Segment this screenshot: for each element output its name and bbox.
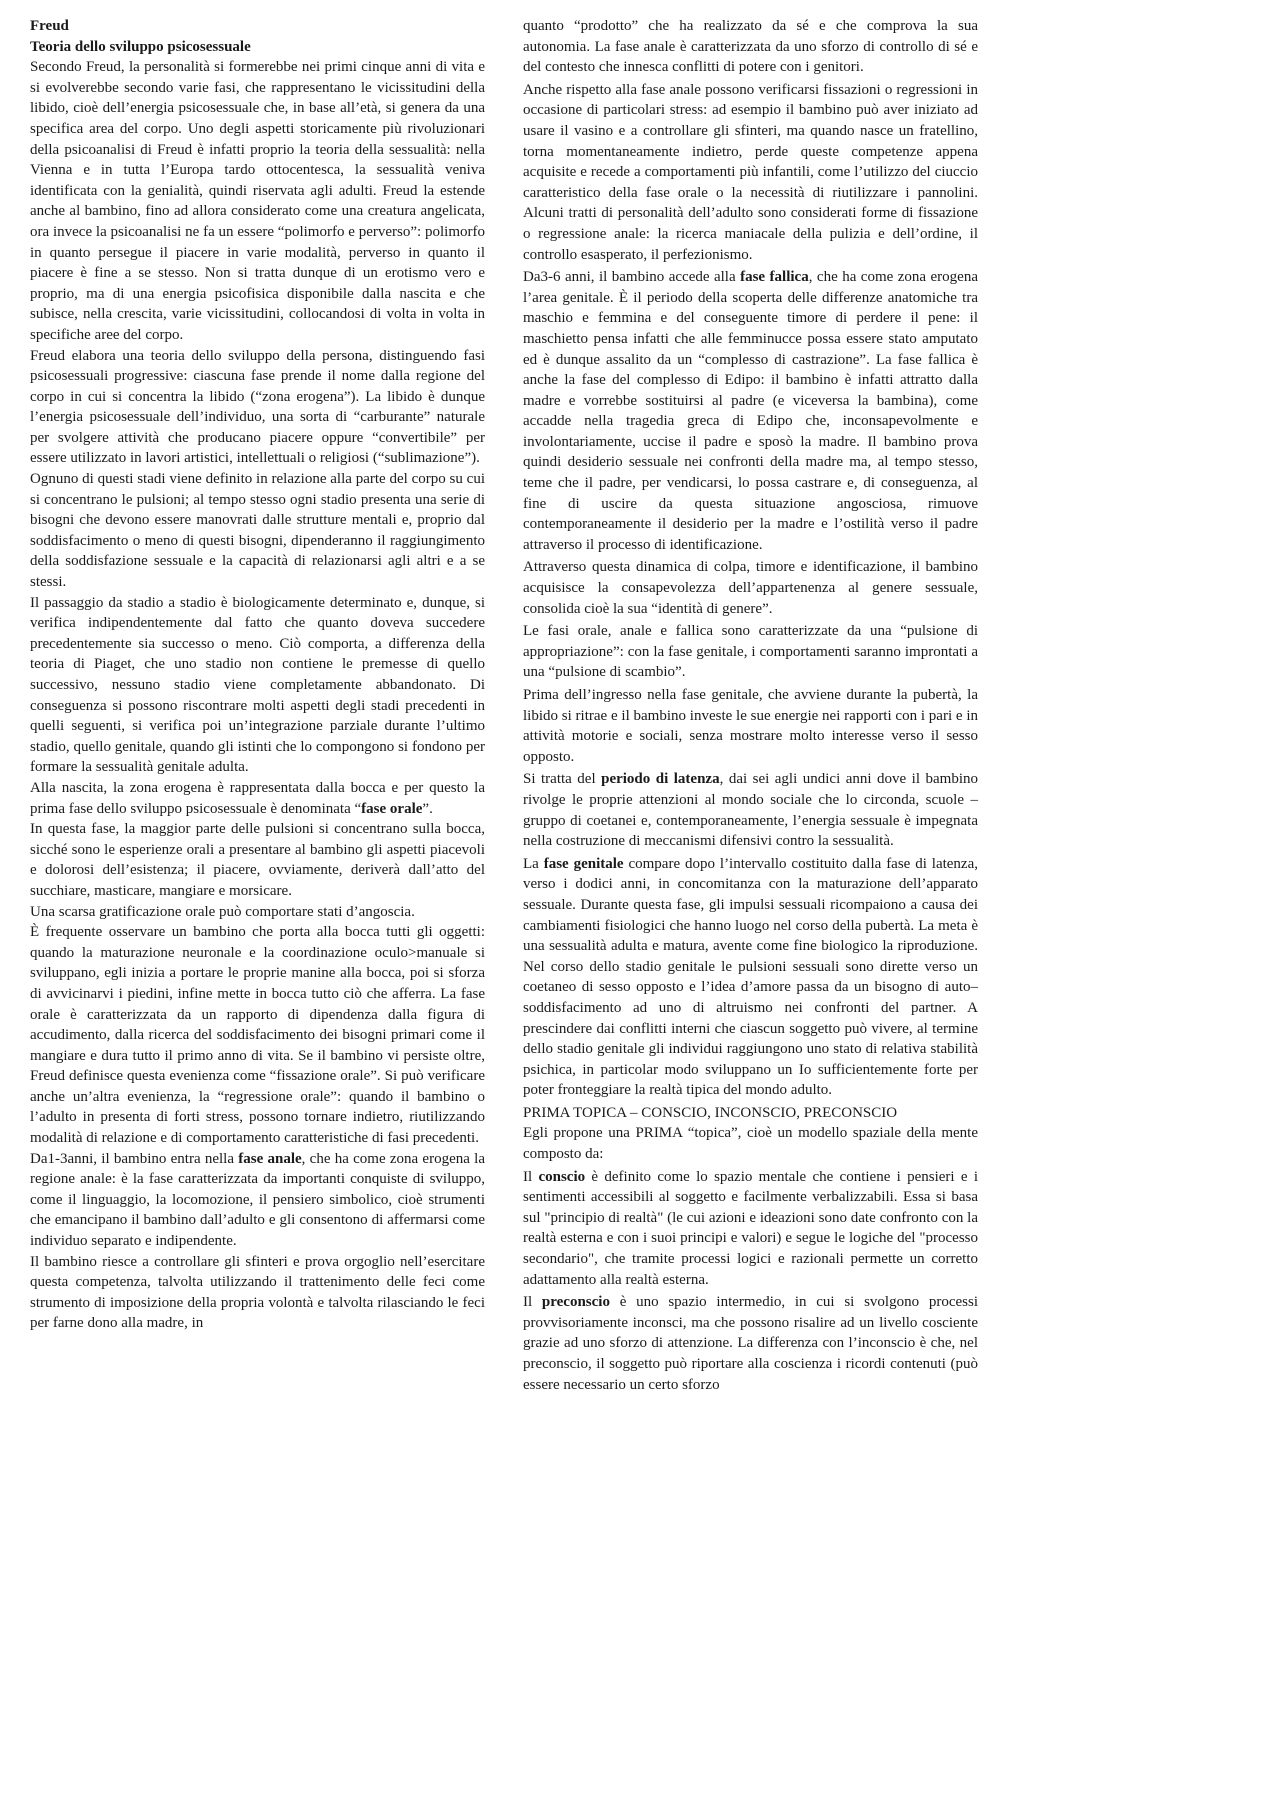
paragraph: Il bambino riesce a controllare gli sfinteri e prova orgoglio nell’esercitare questa competenza, talvolta utilizzando il trattenimento delle feci come strumento di imposizione della propria volontà e talvolta rilasciando le feci per farne dono alla madre, in (30, 1253, 485, 1332)
text-run: , dai sei agli undici anni dove il bambino rivolge le proprie attenzioni al mondo sociale che lo circonda, scuole – gruppo di coetanei e, contemporaneamente, l’energia sessuale è impegnata nella costruzione di meccanismi difensivi contro la sessualità. (523, 771, 978, 850)
paragraph: Freud elabora una teoria dello sviluppo della persona, distinguendo fasi psicosessuali progressive: ciascuna fase prende il nome dalla regione del corpo in cui si concentra la libido (“zona erogena”). La libido è dunque l’energia psicosessuale dell’individuo, una sorta di “carburante” naturale per svolgere attività che producano piacere oppure “convertibile” per essere utilizzato in lavori artistici, intellettuali o religiosi (“sublimazione”). (30, 347, 485, 467)
text-run: Il (523, 1168, 539, 1185)
paragraph (523, 769, 978, 851)
paragraph: Anche rispetto alla fase anale possono verificarsi fissazioni o regressioni in occasione di particolari stress: ad esempio il bambino può aver iniziato ad usare il vasino e a controllare gli sfinteri, ma quando nasce un fratellino, torna momentaneamente indietro, perde queste competenze appena acquisite e recede a comportamenti più infantili, come l’utilizzo del ciuccio caratteristico della fase orale o la necessità di riutilizzare i pannolini. Alcuni tratti di personalità dell’adulto sono considerati forme di fissazione o regressione anale: la ricerca maniacale della pulizia e dell’ordine, il controllo esasperato, il perfezionismo. (523, 81, 978, 263)
paragraph: In questa fase, la maggior parte delle pulsioni si concentrano sulla bocca, sicché sono le esperienze orali a presentare al bambino gli aspetti piacevoli e dolorosi dell’esistenza; il piacere, ovviamente, deriverà dall’atto del succhiare, masticare, mangiare e morsicare. (30, 821, 485, 899)
document-heading: Freud (30, 18, 69, 34)
text-run: Da1-3anni, il bambino entra nella (30, 1150, 239, 1167)
bold-term: fase orale (361, 800, 423, 817)
paragraph: È frequente osservare un bambino che porta alla bocca tutti gli oggetti: quando la maturazione neuronale e la coordinazione oculo>manuale si sviluppano, egli inizia a portare le proprie manine alla bocca, poi si sforza di avvicinarvi i piedini, infine mette in bocca tutto ciò che afferra. La fase orale è caratterizzata da un rapporto di dipendenza dalla figura di accudimento, dalla ricerca del soddisfacimento dei bisogni primari come il mangiare e dura tutto il primo anno di vita. Se il bambino vi persiste oltre, Freud definisce questa evenienza come “fissazione orale”. Si può verificare anche un’altra evenienza, la “regressione orale”: quando il bambino o l’adulto in presenta di forti stress, possono tornare indietro, riutilizzando modalità di relazione e di comportamento caratteristiche di fasi precedenti. (30, 924, 485, 1147)
bold-term: periodo di latenza (601, 771, 720, 788)
paragraph: Una scarsa gratificazione orale può comportare stati d’angoscia. (30, 903, 415, 920)
text-run: Si tratta del (523, 771, 602, 788)
paragraph (523, 1167, 978, 1291)
paragraph: Ognuno di questi stadi viene definito in relazione alla parte del corpo su cui si concentrano le pulsioni; al tempo stesso ogni stadio presenta una serie di bisogni che devono essere manovrati dalle strutture mentali e, proprio dal soddisfacimento o meno di questi bisogni, dipenderanno il raggiungimento della soddisfazione sessuale e la capacità di relazionarsi agli altri e a se stessi. (30, 471, 485, 591)
document-page (30, 16, 978, 1397)
text-run: è definito come lo spazio mentale che contiene i pensieri e i sentimenti accessibili al soggetto e facilmente verbalizzabili. Essa si basa sul "principio di realtà" (le cui azioni e ideazioni sono date confronto con la realtà esterna e con i suoi principi e valori) e segue le logiche del "processo secondario", che tramite processi logici e razionali permette un corretto adattamento alla realtà esterna. (523, 1168, 979, 1288)
paragraph (523, 267, 978, 555)
paragraph: Secondo Freud, la personalità si formerebbe nei primi cinque anni di vita e si evolverebbe secondo varie fasi, che rappresentano le vicissitudini della libido, cioè dell’energia psicosessuale che, in base all’età, si genera da una specifica area del corpo. Uno degli aspetti storicamente più rivoluzionari della psicoanalisi di Freud è infatti proprio la teoria della sessualità: nella Vienna e in tutta l’Europa tardo ottocentesca, la sessualità veniva identificata con la genialità, quindi riservata agli adulti. Freud la estende anche al bambino, fino ad allora considerato come una creatura angelicata, ora invece la psicoanalisi ne fa un essere “polimorfo e perverso”: polimorfo in quanto persegue il piacere in varie modalità, perverso in quanto il piacere è fine a se stesso. Non si tratta dunque di un erotismo vero e proprio, ma di una energia psicofisica disponibile dalla nascita e che subisce, nella crescita, varie vicissitudini, collocandosi di volta in volta in specifiche aree del corpo. (30, 59, 485, 343)
paragraph: Le fasi orale, anale e fallica sono caratterizzate da una “pulsione di appropriazione”: con la fase genitale, i comportamenti saranno improntati a una “pulsione di scambio”. (523, 623, 978, 681)
text-run: Alla nascita, la zona erogena è rappresentata dalla bocca e per questo la prima fase dello sviluppo psicosessuale è denominata “ (30, 779, 485, 817)
bold-term: conscio (538, 1168, 586, 1185)
right-column (523, 16, 978, 1397)
paragraph: Prima dell’ingresso nella fase genitale, che avviene durante la pubertà, la libido si ritrae e il bambino investe le sue energie nei rapporti con i pari e in attività motorie e sociali, senza mostrare molto interesse verso il sesso opposto. (523, 687, 978, 765)
text-run: compare dopo l’intervallo costituito dalla fase di latenza, verso i dodici anni, in concomitanza con la maturazione dell’apparato sessuale. Durante questa fase, gli impulsi sessuali ricompaiono a causa dei cambiamenti fisiologici che hanno luogo nel corso della pubertà. La meta è una sessualità adulta e matura, avente come fine biologico la riproduzione. Nel corso dello stadio genitale le pulsioni sessuali sono dirette verso un coetaneo di sesso opposto e l’idea d’amore passa da un bisogno di auto–soddisfacimento ad uno di altruismo nei confronti del partner. A prescindere dai conflitti interni che ciascun soggetto può vivere, al termine dello stadio genitale gli individui raggiungono uno stato di relativa stabilità psichica, in particolar modo sviluppano un Io sufficientemente forte per poter fronteggiare la realtà tipica del mondo adulto. (523, 855, 978, 1099)
text-run: Da3-6 anni, il bambino accede alla (523, 269, 741, 286)
bold-term: preconscio (541, 1294, 610, 1311)
paragraph: Egli propone una PRIMA “topica”, cioè un modello spaziale della mente composto da: (523, 1125, 978, 1163)
paragraph (523, 1292, 978, 1395)
text-run: , che ha come zona erogena l’area genitale. È il periodo della scoperta delle differenze anatomiche tra maschio e femmina e del conseguente timore di perdere il pene: il maschietto pensa infatti che alle femminucce possa essere stato amputato ed è dunque assalito da un “complesso di castrazione”. La fase fallica è anche la fase del complesso di Edipo: il bambino è infatti attratto dalla madre e vorrebbe sostituirsi al padre (e viceversa la bambina), come accadde nella tragedia greca di Edipo che, inconsapevolmente e involontariamente, uccise il padre e sposò la madre. Il bambino prova quindi desiderio sessuale nei confronti della madre ma, al tempo stesso, teme che il padre, per vendicarsi, lo possa castrare e, di conseguenza, al fine di uscire da questa situazione angosciosa, rimuove contemporaneamente il desiderio per la madre e l’ostilità verso il padre attraverso il processo di identificazione. (523, 269, 978, 553)
paragraph (523, 854, 978, 1101)
paragraph: quanto “prodotto” che ha realizzato da sé e che comprova la sua autonomia. La fase anale è caratterizzata da uno sforzo di controllo di sé e del contesto che innesca conflitti di potere con i genitori. (523, 18, 978, 76)
text-run: ”. (422, 800, 433, 817)
paragraph: Attraverso questa dinamica di colpa, timore e identificazione, il bambino acquisisce la consapevolezza dell’appartenenza al genere sessuale, consolida cioè la sua “identità di genere”. (523, 559, 978, 617)
section-heading: PRIMA TOPICA – CONSCIO, INCONSCIO, PRECONSCIO (523, 1104, 898, 1121)
bold-term: fase anale (238, 1150, 302, 1167)
paragraph (30, 778, 485, 819)
text-run: Il (523, 1294, 542, 1311)
document-subheading: Teoria dello sviluppo psicosessuale (30, 38, 251, 55)
left-column (30, 16, 485, 1397)
paragraph (30, 1149, 485, 1252)
bold-term: fase genitale (543, 855, 624, 872)
paragraph: Il passaggio da stadio a stadio è biologicamente determinato e, dunque, si verifica indipendentemente dal fatto che quanto doveva succedere precedentemente sia successo o meno. Ciò comporta, a differenza della teoria di Piaget, che uno stadio non contiene le premesse di quello successivo, nessuno stadio viene completamente abbandonato. Di conseguenza si possono riscontrare molti aspetti degli stadi precedenti in quelli seguenti, si verifica poi un’integrazione parziale durante l’ultimo stadio, quello genitale, quando gli istinti che lo compongono si fondono per formare la sessualità genitale adulta. (30, 594, 485, 776)
text-run: , che ha come zona erogena la regione anale: è la fase caratterizzata da importanti conquiste di sviluppo, come il linguaggio, la locomozione, il pensiero simbolico, cioè strumenti che emancipano il bambino dall’adulto e gli consentono di affermarsi come individuo separato e indipendente. (30, 1150, 485, 1250)
text-run: è uno spazio intermedio, in cui si svolgono processi provvisoriamente inconsci, ma che possono risalire ad un livello cosciente grazie ad uno sforzo di attenzione. La differenza con l’inconscio è che, nel preconscio, il soggetto può riportare alla coscienza i ricordi contenuti (può essere necessario un certo sforzo (523, 1294, 978, 1393)
text-run: La (523, 855, 544, 872)
bold-term: fase fallica (740, 269, 809, 286)
